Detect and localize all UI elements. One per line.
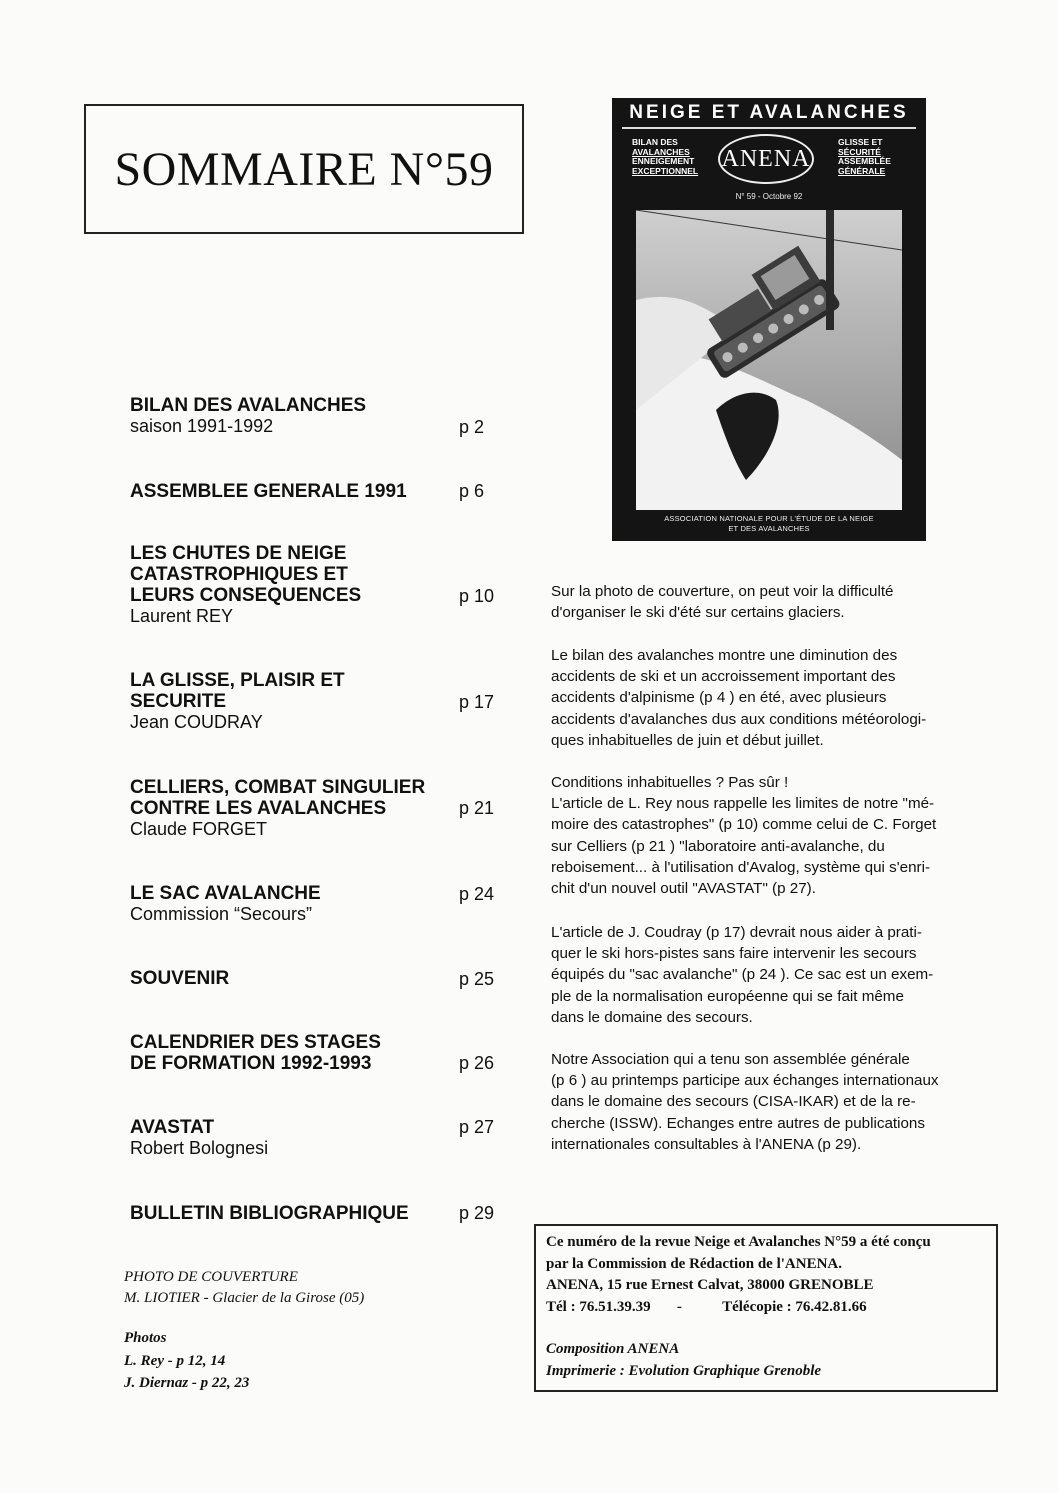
title-box	[84, 104, 524, 234]
cover-caption	[612, 514, 926, 534]
cover-image	[612, 98, 926, 541]
cover-right-line: SÉCURITÉ	[838, 146, 881, 157]
cover-caption-line: ASSOCIATION NATIONALE POUR L'ÉTUDE DE LA NEIGE	[664, 514, 874, 523]
cover-divider	[622, 127, 916, 129]
editorial-paragraph: Conditions inhabituelles ? Pas sûr ! L'article de L. Rey nous rappelle les limites de notre "mé- moire des catastrophes" (p 10) comme celui de C. Forget sur Celliers (p 21 ) "laboratoire anti-avalanche, du reboisement... à l'utilisation d'Avalog, système qui s'enri- chit d'un nouvel outil "AVASTAT" (p 27).	[551, 774, 937, 898]
cover-left-line: BILAN DES	[632, 137, 678, 147]
toc-entry	[130, 670, 502, 733]
toc-title: ASSEMBLEE GENERALE 1991	[130, 481, 407, 502]
colophon-tel: Tél : 76.51.39.39	[546, 1298, 651, 1315]
toc-subtitle: Commission “Secours”	[130, 904, 313, 924]
colophon-contact	[546, 1297, 996, 1319]
colophon-address: ANENA, 15 rue Ernest Calvat, 38000 GRENOBLE	[546, 1277, 874, 1293]
toc-page: p 10	[459, 586, 495, 606]
cover-left-line: EXCEPTIONNEL	[632, 165, 699, 176]
colophon-separator: -	[676, 1298, 682, 1315]
page-title: SOMMAIRE N°59	[114, 142, 494, 196]
toc-entry	[130, 1203, 502, 1224]
toc-title: BULLETIN BIBLIOGRAPHIQUE	[130, 1203, 409, 1224]
toc-entry	[130, 968, 502, 989]
toc-title: SOUVENIR	[130, 968, 230, 989]
toc-subtitle: Robert Bolognesi	[130, 1138, 269, 1158]
toc-entry	[130, 777, 502, 840]
cover-right-line: GLISSE ET	[838, 137, 883, 147]
toc-title: LES CHUTES DE NEIGE CATASTROPHIQUES ET LEURS CONSEQUENCES	[130, 543, 362, 606]
toc-subtitle: Jean COUDRAY	[130, 712, 263, 732]
cover-photo-snowcat	[636, 210, 902, 510]
toc-title: BILAN DES AVALANCHES	[130, 395, 367, 416]
toc-page: p 29	[459, 1203, 495, 1223]
cover-left-headlines	[632, 138, 698, 176]
colophon-printer: Imprimerie : Evolution Graphique Grenoble	[546, 1362, 822, 1379]
toc-subtitle: Claude FORGET	[130, 819, 268, 839]
toc-title: CELLIERS, COMBAT SINGULIER CONTRE LES AVALANCHES	[130, 777, 426, 819]
colophon-line: par la Commission de Rédaction de l'ANENA.	[546, 1255, 842, 1272]
toc-entry	[130, 1032, 502, 1074]
toc-page: p 25	[459, 969, 495, 989]
cover-left-line: AVALANCHES	[632, 146, 690, 157]
cover-left-line: ENNEIGEMENT	[632, 156, 695, 166]
photos-credit-label: Photos	[124, 1330, 167, 1346]
cover-credit-author: M. LIOTIER - Glacier de la Girose (05)	[124, 1290, 365, 1306]
cover-credit-label: PHOTO DE COUVERTURE	[124, 1269, 298, 1285]
toc-page: p 26	[459, 1053, 495, 1073]
toc-title: AVASTAT	[130, 1117, 215, 1138]
colophon-composition: Composition ANENA	[546, 1341, 680, 1357]
editorial-paragraph: Sur la photo de couverture, on peut voir la difficulté d'organiser le ski d'été sur certains glaciers.	[551, 583, 894, 622]
toc-page: p 6	[459, 481, 485, 501]
toc-subtitle: Laurent REY	[130, 606, 234, 626]
cover-masthead: NEIGE ET AVALANCHES	[629, 102, 909, 123]
cover-caption-line: ET DES AVALANCHES	[728, 524, 810, 533]
anena-logo: ANENA	[718, 134, 814, 184]
toc-subtitle: saison 1991-1992	[130, 416, 274, 436]
editorial-paragraph: L'article de J. Coudray (p 17) devrait nous aider à prati- quer le ski hors-pistes sans faire intervenir les secours équipés du "sac avalanche" (p 24 ). Ce sac est un exem- ple de la normalisation européenne qui se fait même dans le domaine des secours.	[551, 924, 934, 1026]
cover-right-line: ASSEMBLÉE	[838, 156, 891, 166]
toc-page: p 2	[459, 417, 485, 437]
toc-page: p 17	[459, 692, 495, 712]
toc-entry	[130, 883, 502, 925]
toc-entry	[130, 543, 502, 627]
toc-entry	[130, 395, 502, 437]
cover-issue-number: N° 59 - Octobre 92	[735, 192, 803, 201]
cover-right-headlines	[838, 138, 891, 176]
toc-page: p 21	[459, 798, 495, 818]
photos-credit-line: J. Diernaz - p 22, 23	[124, 1375, 250, 1391]
toc-entry	[130, 1117, 502, 1159]
toc-page: p 27	[459, 1117, 495, 1137]
colophon-fax: Télécopie : 76.42.81.66	[722, 1298, 867, 1315]
toc-page: p 24	[459, 884, 495, 904]
editorial-paragraph: Le bilan des avalanches montre une diminution des accidents de ski et un accroissement important des accidents d'alpinisme (p 4 ) en été, avec plusieurs accidents d'avalanches dus aux conditions météorologi- ques inhabituelles de juin et début juillet.	[551, 647, 927, 749]
photos-credit-line: L. Rey - p 12, 14	[124, 1353, 226, 1369]
colophon-line: Ce numéro de la revue Neige et Avalanches N°59 a été conçu	[546, 1234, 931, 1250]
toc-title: LA GLISSE, PLAISIR ET SECURITE	[130, 670, 345, 712]
colophon-box	[534, 1224, 998, 1392]
toc-title: LE SAC AVALANCHE	[130, 883, 321, 904]
editorial-paragraph: Notre Association qui a tenu son assemblée générale (p 6 ) au printemps participe aux échanges internationaux dans le domaine des secours (CISA-IKAR) et de la re- cherche (ISSW). Echanges entre autres de publications internationales consultables à l'ANENA (p 29).	[551, 1051, 939, 1153]
cover-right-line: GÉNÉRALE	[838, 165, 886, 176]
toc-title: CALENDRIER DES STAGES DE FORMATION 1992-1993	[130, 1032, 381, 1074]
toc-entry	[130, 481, 502, 502]
